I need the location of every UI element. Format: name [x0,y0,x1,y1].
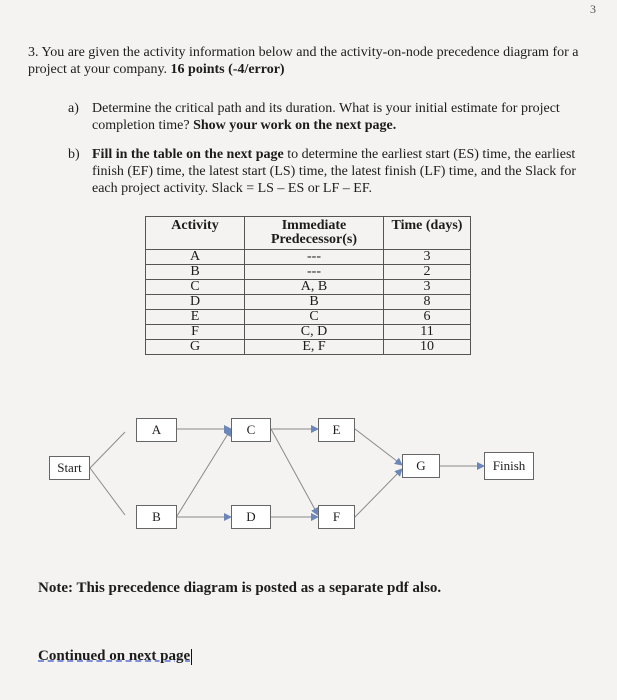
table-row [146,325,471,340]
table-row [146,280,471,295]
node-start: Start [49,456,90,480]
part-b-bold: Fill in the table on the next page [92,147,284,162]
cell-time: 10 [384,340,471,355]
cell-time: 3 [384,280,471,295]
edge-c-f [271,429,318,515]
cell-time: 6 [384,310,471,325]
note-text: Note: This precedence diagram is posted as a separate pdf also. [38,580,442,596]
continued-text [38,648,192,665]
node-f: F [318,505,355,529]
cell-time: 8 [384,295,471,310]
table-header-row [146,217,471,250]
cell-predecessors: C [245,310,384,325]
cell-predecessors: --- [245,250,384,265]
table-row [146,250,471,265]
header-time: Time (days) [384,217,471,250]
edge-start-b [90,468,125,515]
cell-activity: E [146,310,245,325]
cell-activity: G [146,340,245,355]
header-activity: Activity [146,217,245,250]
question-text: 3. You are given the activity information below and the activity-on-node precedence diagram for a project at your company. [28,45,579,77]
edge-b-c [177,429,231,516]
cell-activity: D [146,295,245,310]
cell-time: 2 [384,265,471,280]
node-e: E [318,418,355,442]
cell-predecessors: --- [245,265,384,280]
cell-activity: F [146,325,245,340]
cell-activity: C [146,280,245,295]
edge-e-g [355,429,402,465]
question-title [28,44,598,78]
text-cursor [191,649,192,665]
cell-predecessors: A, B [245,280,384,295]
continued-label: Continued on next page [38,648,191,664]
question-points: 16 points (-4/error) [170,62,285,77]
table-row [146,310,471,325]
node-finish: Finish [484,452,534,480]
table-row [146,340,471,355]
node-g: G [402,454,440,478]
part-b [68,146,588,197]
part-a-bold: Show your work on the next page. [193,118,397,133]
cell-predecessors: B [245,295,384,310]
edge-f-g [355,469,402,517]
edge-start-a [90,432,125,468]
node-b: B [136,505,177,529]
part-a [68,100,588,134]
table-row [146,265,471,280]
part-a-tag: a) [68,101,79,116]
cell-predecessors: C, D [245,325,384,340]
part-b-tag: b) [68,147,80,162]
node-c: C [231,418,271,442]
cell-activity: B [146,265,245,280]
node-d: D [231,505,271,529]
part-a-text: Determine the critical path and its duration. What is your initial estimate for project completion time? [92,101,560,133]
cell-time: 3 [384,250,471,265]
cell-predecessors: E, F [245,340,384,355]
activity-table [145,216,471,355]
part-b-text: to determine the earliest start (ES) time, the earliest finish (EF) time, the latest start (LS) time, the latest finish (LF) time, and the Slack for each project activity. Slack = LS – ES or LF – EF. [92,147,577,196]
cell-activity: A [146,250,245,265]
header-predecessors: Immediate Predecessor(s) [245,217,384,250]
cell-time: 11 [384,325,471,340]
table-row [146,295,471,310]
page-number: 3 [590,2,596,16]
node-a: A [136,418,177,442]
